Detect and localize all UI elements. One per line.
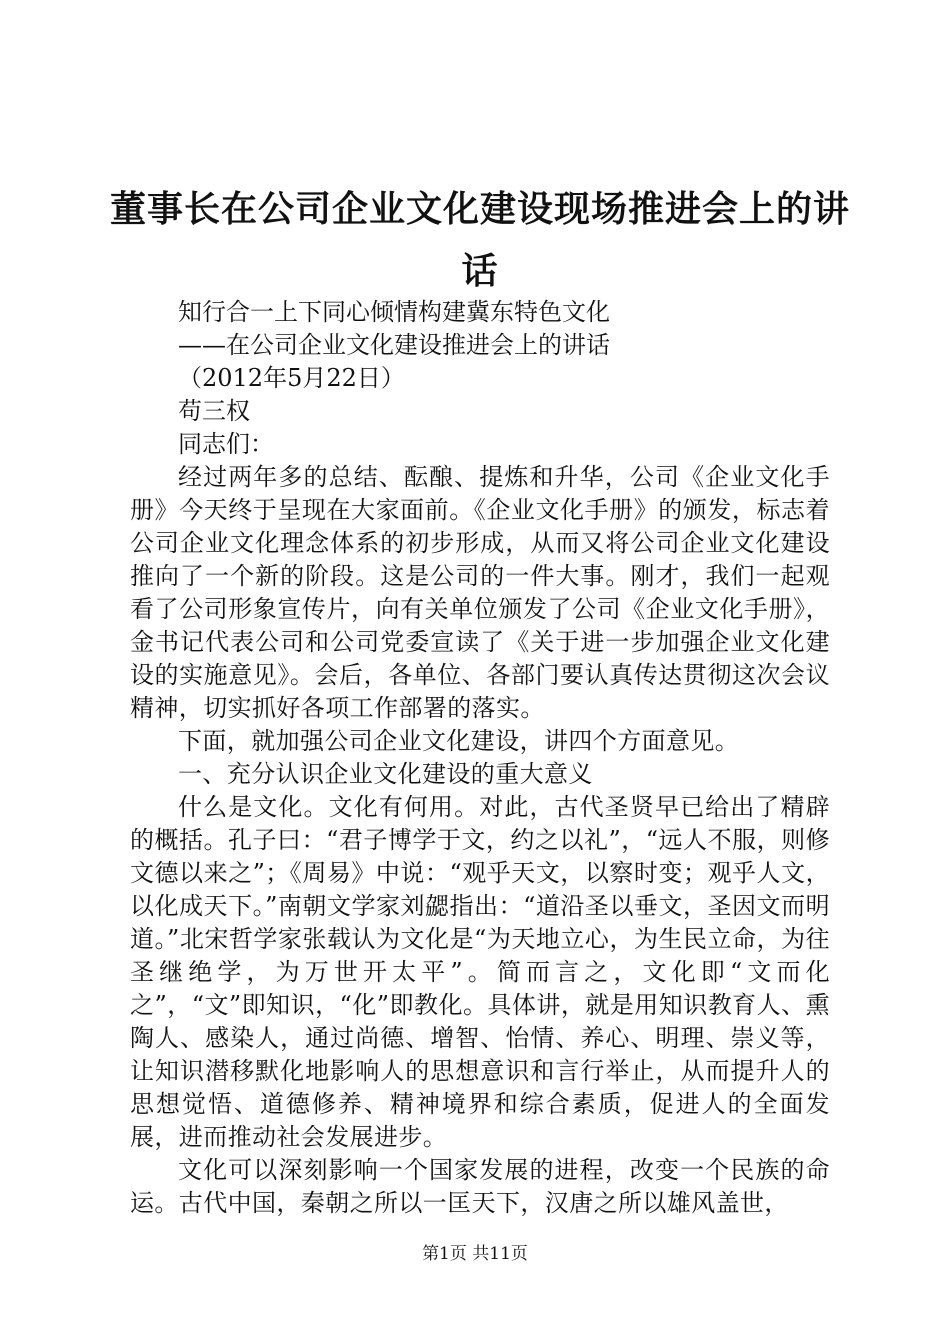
paragraph-intro: 经过两年多的总结、酝酿、提炼和升华，公司《企业文化手册》今天终于呈现在大家面前。《企业文化手册》的颁发，标志着公司企业文化理念体系的初步形成，从而又将公司企业文化建设推向了一个新的阶段。这是公司的一件大事。刚才，我们一起观看了公司形象宣传片，向有关单位颁发了公司《企业文化手册》，金书记代表公司和公司党委宣读了《关于进一步加强企业文化建设的实施意见》。会后，各单位、各部门要认真传达贯彻这次会议精神，切实抓好各项工作部署的落实。 xyxy=(130,463,830,722)
paragraph-culture-definition: 什么是文化。文化有何用。对此，古代圣贤早已给出了精辟的概括。孔子曰：“君子博学于文，约之以礼”，“远人不服，则修文德以来之”；《周易》中说：“观乎天文，以察时变；观乎人文，以化成天下。”南朝文学家刘勰指出：“道沿圣以垂文，圣因文而明道。”北宋哲学家张载认为文化是“为天地立心，为生民立命，为往圣继绝学，为万世开太平”。简而言之，文化即“文而化之”，“文”即知识，“化”即教化。具体讲，就是用知识教育人、熏陶人、感染人，通过尚德、增智、怡情、养心、明理、崇义等，让知识潜移默化地影响人的思想意识和言行举止，从而提升人的思想觉悟、道德修养、精神境界和综合素质，促进人的全面发展，进而推动社会发展进步。 xyxy=(130,793,830,1151)
speech-date: （2012年5月22日） xyxy=(178,364,405,392)
document-title: 董事长在公司企业文化建设现场推进会上的讲话 xyxy=(110,188,851,292)
salutation: 同志们： xyxy=(178,430,274,458)
subtitle-occasion: ——在公司企业文化建设推进会上的讲话 xyxy=(178,331,610,359)
subtitle-theme: 知行合一上下同心倾情构建冀东特色文化 xyxy=(178,298,610,326)
paragraph-culture-impact: 文化可以深刻影响一个国家发展的进程，改变一个民族的命运。古代中国，秦朝之所以一匡天下，汉唐之所以雄风盖世， xyxy=(130,1156,830,1217)
document-body xyxy=(130,296,830,1220)
page-number-footer: 第1页 共11页 xyxy=(422,1244,528,1264)
paragraph-outline: 下面，就加强公司企业文化建设，讲四个方面意见。 xyxy=(178,727,740,755)
section-heading-1: 一、充分认识企业文化建设的重大意义 xyxy=(178,760,593,788)
speaker-name: 苟三权 xyxy=(178,397,250,425)
